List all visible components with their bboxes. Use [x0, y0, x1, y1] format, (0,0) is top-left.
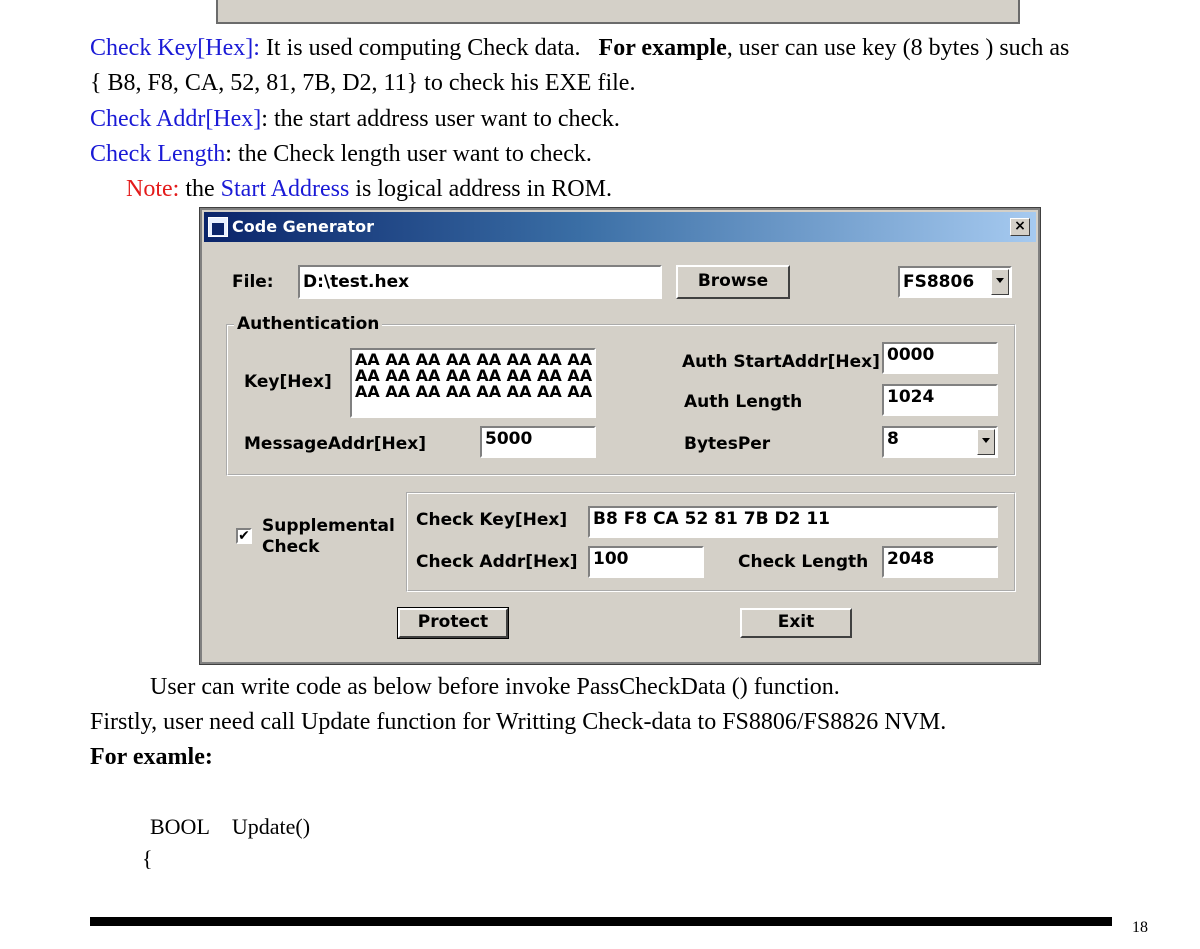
code-function: Update()	[231, 814, 311, 839]
supplemental-check-checkbox[interactable]: ✔	[236, 528, 252, 544]
chevron-down-icon[interactable]	[977, 429, 995, 455]
auth-length-label: Auth Length	[684, 392, 803, 412]
page-number: 18	[1132, 919, 1148, 936]
device-select[interactable]	[898, 266, 1012, 298]
term-start-address: Start Address	[220, 176, 350, 202]
text: : the start address user want to check.	[261, 106, 620, 132]
term-check-addr: Check Addr[Hex]	[90, 106, 262, 132]
supplemental-check-label[interactable]: Supplemental Check	[262, 516, 395, 557]
doc-line-write-code: User can write code as below before invoke PassCheckData () function.	[150, 674, 840, 700]
code-line-brace: {	[142, 846, 153, 871]
file-path-input[interactable]: D:\test.hex	[298, 265, 662, 299]
text: : the Check length user want to check.	[225, 141, 592, 167]
doc-note	[126, 173, 612, 205]
doc-line-check-length	[90, 138, 592, 170]
text: It is used computing Check data.	[259, 35, 599, 61]
doc-line-example-bytes: { B8, F8, CA, 52, 81, 7B, D2, 11} to check his EXE file.	[90, 70, 636, 96]
auth-start-addr-input[interactable]: 0000	[882, 342, 998, 374]
text: the	[179, 176, 221, 202]
bytes-per-value: 8	[887, 429, 899, 449]
app-icon	[208, 217, 228, 237]
check-length-label: Check Length	[738, 552, 869, 572]
bytes-per-label: BytesPer	[684, 434, 771, 454]
check-length-input[interactable]: 2048	[882, 546, 998, 578]
text: , user can use key (8 bytes ) such as	[726, 35, 1070, 61]
key-label: Key[Hex]	[244, 372, 332, 392]
for-example: For example	[598, 35, 727, 61]
code-line-signature	[150, 811, 310, 843]
key-hex-textarea[interactable]: AA AA AA AA AA AA AA AA AA AA AA AA AA AA AA AA AA AA AA AA AA AA AA AA	[350, 348, 596, 418]
close-icon[interactable]: ×	[1010, 218, 1030, 236]
message-addr-input[interactable]: 5000	[480, 426, 596, 458]
check-addr-input[interactable]: 100	[588, 546, 704, 578]
doc-line-check-addr	[90, 103, 620, 135]
doc-line-check-key	[90, 32, 1069, 64]
auth-start-addr-label: Auth StartAddr[Hex]	[682, 352, 880, 372]
check-addr-label: Check Addr[Hex]	[416, 552, 578, 572]
check-key-input[interactable]: B8 F8 CA 52 81 7B D2 11	[588, 506, 998, 538]
code-type: BOOL	[150, 814, 210, 839]
doc-line-for-example: For examle:	[90, 744, 213, 770]
exit-button[interactable]: Exit	[740, 608, 852, 638]
chevron-down-icon[interactable]	[991, 269, 1009, 295]
term-check-key: Check Key[Hex]:	[90, 35, 260, 61]
previous-dialog-edge	[216, 0, 1020, 24]
term-check-length: Check Length	[90, 141, 226, 167]
dialog-title: Code Generator	[232, 217, 375, 236]
note-label: Note:	[126, 176, 180, 202]
bytes-per-select[interactable]	[882, 426, 998, 458]
message-addr-label: MessageAddr[Hex]	[244, 434, 426, 454]
doc-line-firstly: Firstly, user need call Update function for Writting Check-data to FS8806/FS8826 NVM.	[90, 709, 947, 735]
protect-button[interactable]: Protect	[398, 608, 508, 638]
authentication-group-title: Authentication	[234, 314, 382, 334]
auth-length-input[interactable]: 1024	[882, 384, 998, 416]
check-key-label: Check Key[Hex]	[416, 510, 568, 530]
text: is logical address in ROM.	[349, 176, 612, 202]
footer-rule	[90, 917, 1112, 926]
browse-button[interactable]: Browse	[676, 265, 790, 299]
device-value: FS8806	[903, 272, 975, 292]
title-bar[interactable]	[204, 212, 1036, 242]
code-generator-dialog	[200, 208, 1040, 664]
file-label: File:	[232, 272, 274, 292]
